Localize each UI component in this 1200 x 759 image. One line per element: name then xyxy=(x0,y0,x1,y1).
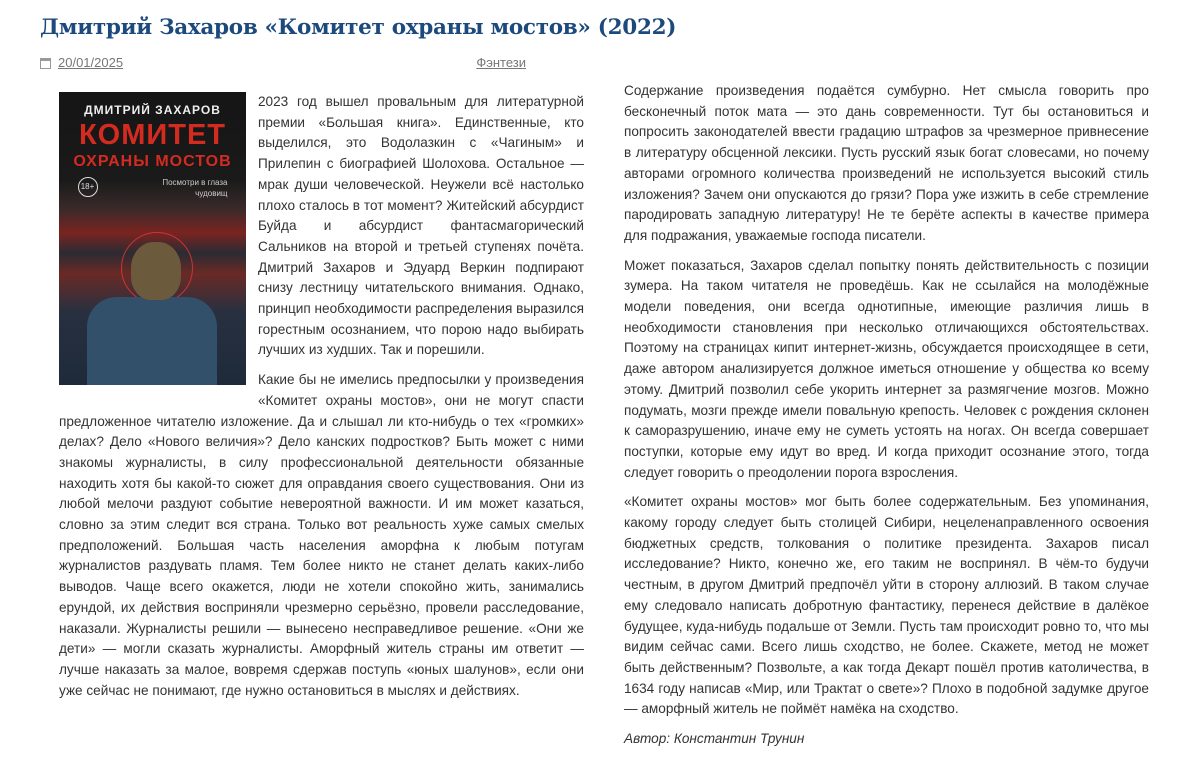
cover-bear-head xyxy=(131,242,181,300)
cover-info-row xyxy=(78,177,228,199)
paragraph: Какие бы не имелись предпосылки у произведения «Комитет охраны мостов», они не могут спасти предложенное читателю изложение. Да и слышал ли кто-нибудь о тех «громких» делах? Дело «Нового величия»? Дело канских подростков? Быть может с ними знакомы журналисты, в силу профессиональной деятельности обязанные находить хотя бы какой-то сюжет для оправдания своего существования. Они из любой мелочи раздуют событие невероятной важности. И им может казаться, словно за этим следит вся страна. Только вот реальность хуже самых смелых предположений. Большая часть населения аморфна к любым потугам журналистов раздувать пламя. Тем более никто не станет делать каких-либо выводов. Чаще всего окажется, люди не хотели спокойно жить, занимались ерундой, их действия восприняли чрезмерно серьёзно, провели расследование, наказали. Журналисты решили — вынесено несправедливое решение. «Они же дети» — могли сказать журналисты. Аморфный житель страны им ответит — лучше наказать за малое, вовремя сдержав поступь «юных шалунов», если они уже сейчас не понимают, где нужно остановиться в мыслях и действиях. xyxy=(59,372,584,698)
cover-author: ДМИТРИЙ ЗАХАРОВ xyxy=(84,103,221,117)
cover-text-block xyxy=(59,102,246,199)
calendar-icon xyxy=(40,58,51,69)
date-link[interactable]: 20/01/2025 xyxy=(58,55,124,70)
article-column-left xyxy=(59,92,584,710)
book-cover-image xyxy=(59,92,246,385)
article-meta xyxy=(40,54,526,72)
cover-title-line1: КОМИТЕТ xyxy=(78,119,227,151)
paragraph: «Комитет охраны мостов» мог быть более содержательным. Без упоминания, какому городу следует быть столицей Сибири, нецеленаправленного освоения бюджетных средств, толкования о политике президента. Захаров писал исследование? Никто, конечно же, его таким не воспринял. В чём-то будучи честным, в другом Дмитрий предпочёл уйти в сторону аллюзий. В таком случае ему следовало написать добротную фантастику, перенеся действие в далёкое будущее, куда-нибудь подальше от Земли. Пусть там происходит ровно то, что мы видим сейчас сами. Всего лишь сходство, не более. Скажете, метод не может быть действенным? Позвольте, а как тогда Декарт пошёл против католичества, в 1634 году написав «Мир, или Трактат о свете»? Плохо в подобной задумке другое — аморфный житель не поймёт намёка на сходство. xyxy=(624,494,1149,717)
paragraph: Может показаться, Захаров сделал попытку понять действительность с позиции зумера. На таком читателя не проведёшь. Как не ссылайся на молодёжные модели поведения, они всегда однотипные, имеющие различия лишь в необходимости становления при несколько отличающихся обстоятельствах. Поэтому на страницах кипит интернет-жизнь, обсуждается происходящее в сети, даже автором анализируется должное иметься отношение у общества ко всему этому. Дмитрий позволил себе укорить интернет за размягчение мозгов. Можно подумать, мозги прежде имели повальную крепость. Человек с рождения склонен к саморазрушению, иначе ему не суметь устоять на ногах. Он всегда совершает поступки, которые ему идут во вред. И когда приходит осознание этого, тогда следует говорить о преодолении порога взросления. xyxy=(624,257,1149,480)
article-column-right xyxy=(624,81,1149,759)
cover-tagline: Посмотри в глаза чудовищ xyxy=(162,178,228,198)
post-date xyxy=(40,54,123,72)
paragraph: Содержание произведения подаётся сумбурно. Нет смысла говорить про бесконечный поток мата — это дань современности. Тут бы остановиться и попросить законодателей ввести градацию штрафов за чрезмерное привнесение в литературу обсценной лексики. Пусть русский язык богат словесами, но почему авторами огромного количества произведений не используется высокий стиль изложения? Зачем они опускаются до грязи? Пора уже изжить в себе стремление пародировать западную литературу! Не те берёте аспекты в качестве примера для подражания, уважаемые господа писатели. xyxy=(624,83,1149,243)
article-title: Дмитрий Захаров «Комитет охраны мостов» (2022) xyxy=(40,15,677,40)
cover-title-line2: ОХРАНЫ МОСТОВ xyxy=(73,153,232,170)
category-link[interactable]: Фэнтези xyxy=(476,55,526,70)
paragraph: 2023 год вышел провальным для литературной премии «Большая книга». Единственные, кто выделился, это Водолазкин с «Чагиным» и Прилепин с биографией Шолохова. Остальное — мрак души человеческой. Неужели всё настолько плохо сталось в тот момент? Житейский абсурдист Буйда и абсурдист фантасмагорический Сальников на второй и третьей ступенях почёта. Дмитрий Захаров и Эдуард Веркин подпирают снизу лестницу читательского внимания. Однако, принцип необходимости распределения выразился горестным осознанием, что порою надо выбирать лучших из худших. Так и порешили. xyxy=(258,94,584,358)
cover-age-rating: 18+ xyxy=(78,177,98,197)
cover-figure-body xyxy=(87,297,217,385)
author-signature: Автор: Константин Трунин xyxy=(624,731,805,747)
